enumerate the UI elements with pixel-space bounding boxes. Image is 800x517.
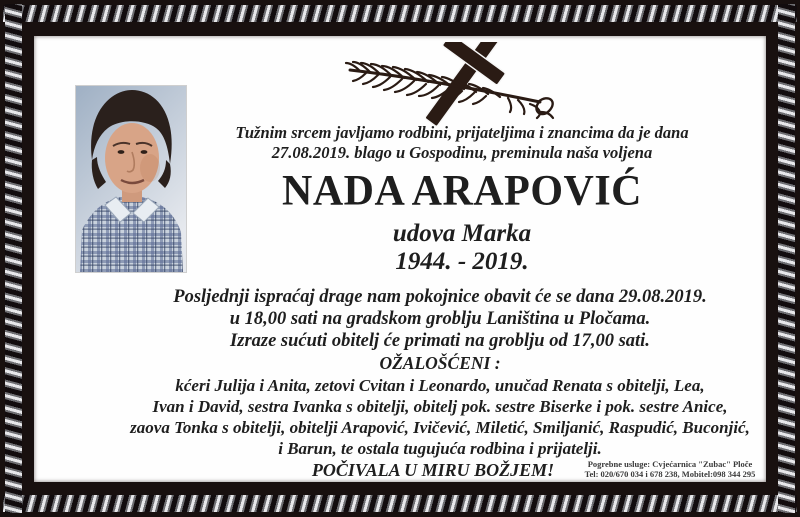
rope-border-top xyxy=(3,5,797,22)
services-line-2: Tel: 020/670 034 i 678 238, Mobitel:098 344 295 xyxy=(584,469,756,479)
mourner-line-1: kćeri Julija i Anita, zetovi Cvitan i Leonardo, unučad Renata s obitelji, Lea, xyxy=(175,376,705,395)
mourner-line-2: Ivan i David, sestra Ivanka s obitelji, obitelj pok. sestre Biserke i pok. sestre Anice, xyxy=(152,397,728,416)
mourner-line-3: zaova Tonka s obitelji, obitelji Arapović, Ivičević, Miletić, Smiljanić, Raspudić, Buconjić, xyxy=(130,418,750,437)
rope-border-bottom xyxy=(3,495,797,512)
intro-line-1: Tužnim srcem javljamo rodbini, prijateljima i znancima da je dana xyxy=(235,123,689,142)
funeral-line-3: Izraze sućuti obitelj će primati na groblju od 17,00 sati. xyxy=(230,331,650,351)
closing-text: POČIVALA U MIRU BOŽJEM! xyxy=(311,460,555,480)
header-block xyxy=(122,123,800,276)
deceased-relation: udova Marka xyxy=(392,220,532,247)
mourners-block xyxy=(110,353,770,459)
rope-border-left xyxy=(5,4,22,513)
funeral-line-1: Posljednji ispraćaj drage nam pokojnice obavit će se dana 29.08.2019. xyxy=(173,287,707,307)
cross-palm-icon xyxy=(342,42,557,130)
funeral-details xyxy=(110,286,770,352)
mourners-heading: OŽALOŠĆENI : xyxy=(379,353,501,373)
services-line-1: Pogrebne usluge: Cvjećarnica "Zubac" Ploče xyxy=(587,459,753,469)
funeral-line-2: u 18,00 sati na gradskom groblju Laniština u Pločama. xyxy=(229,309,651,329)
deceased-name: NADA ARAPOVIĆ xyxy=(281,167,642,215)
deceased-years: 1944. - 2019. xyxy=(395,248,529,275)
funeral-services-block xyxy=(572,459,768,479)
mourner-line-4: i Barun, te ostala tugujuća rodbina i prijatelji. xyxy=(278,439,602,458)
notice-paper xyxy=(34,36,766,482)
intro-line-2: 27.08.2019. blago u Gospodinu, preminula naša voljena xyxy=(271,143,653,162)
